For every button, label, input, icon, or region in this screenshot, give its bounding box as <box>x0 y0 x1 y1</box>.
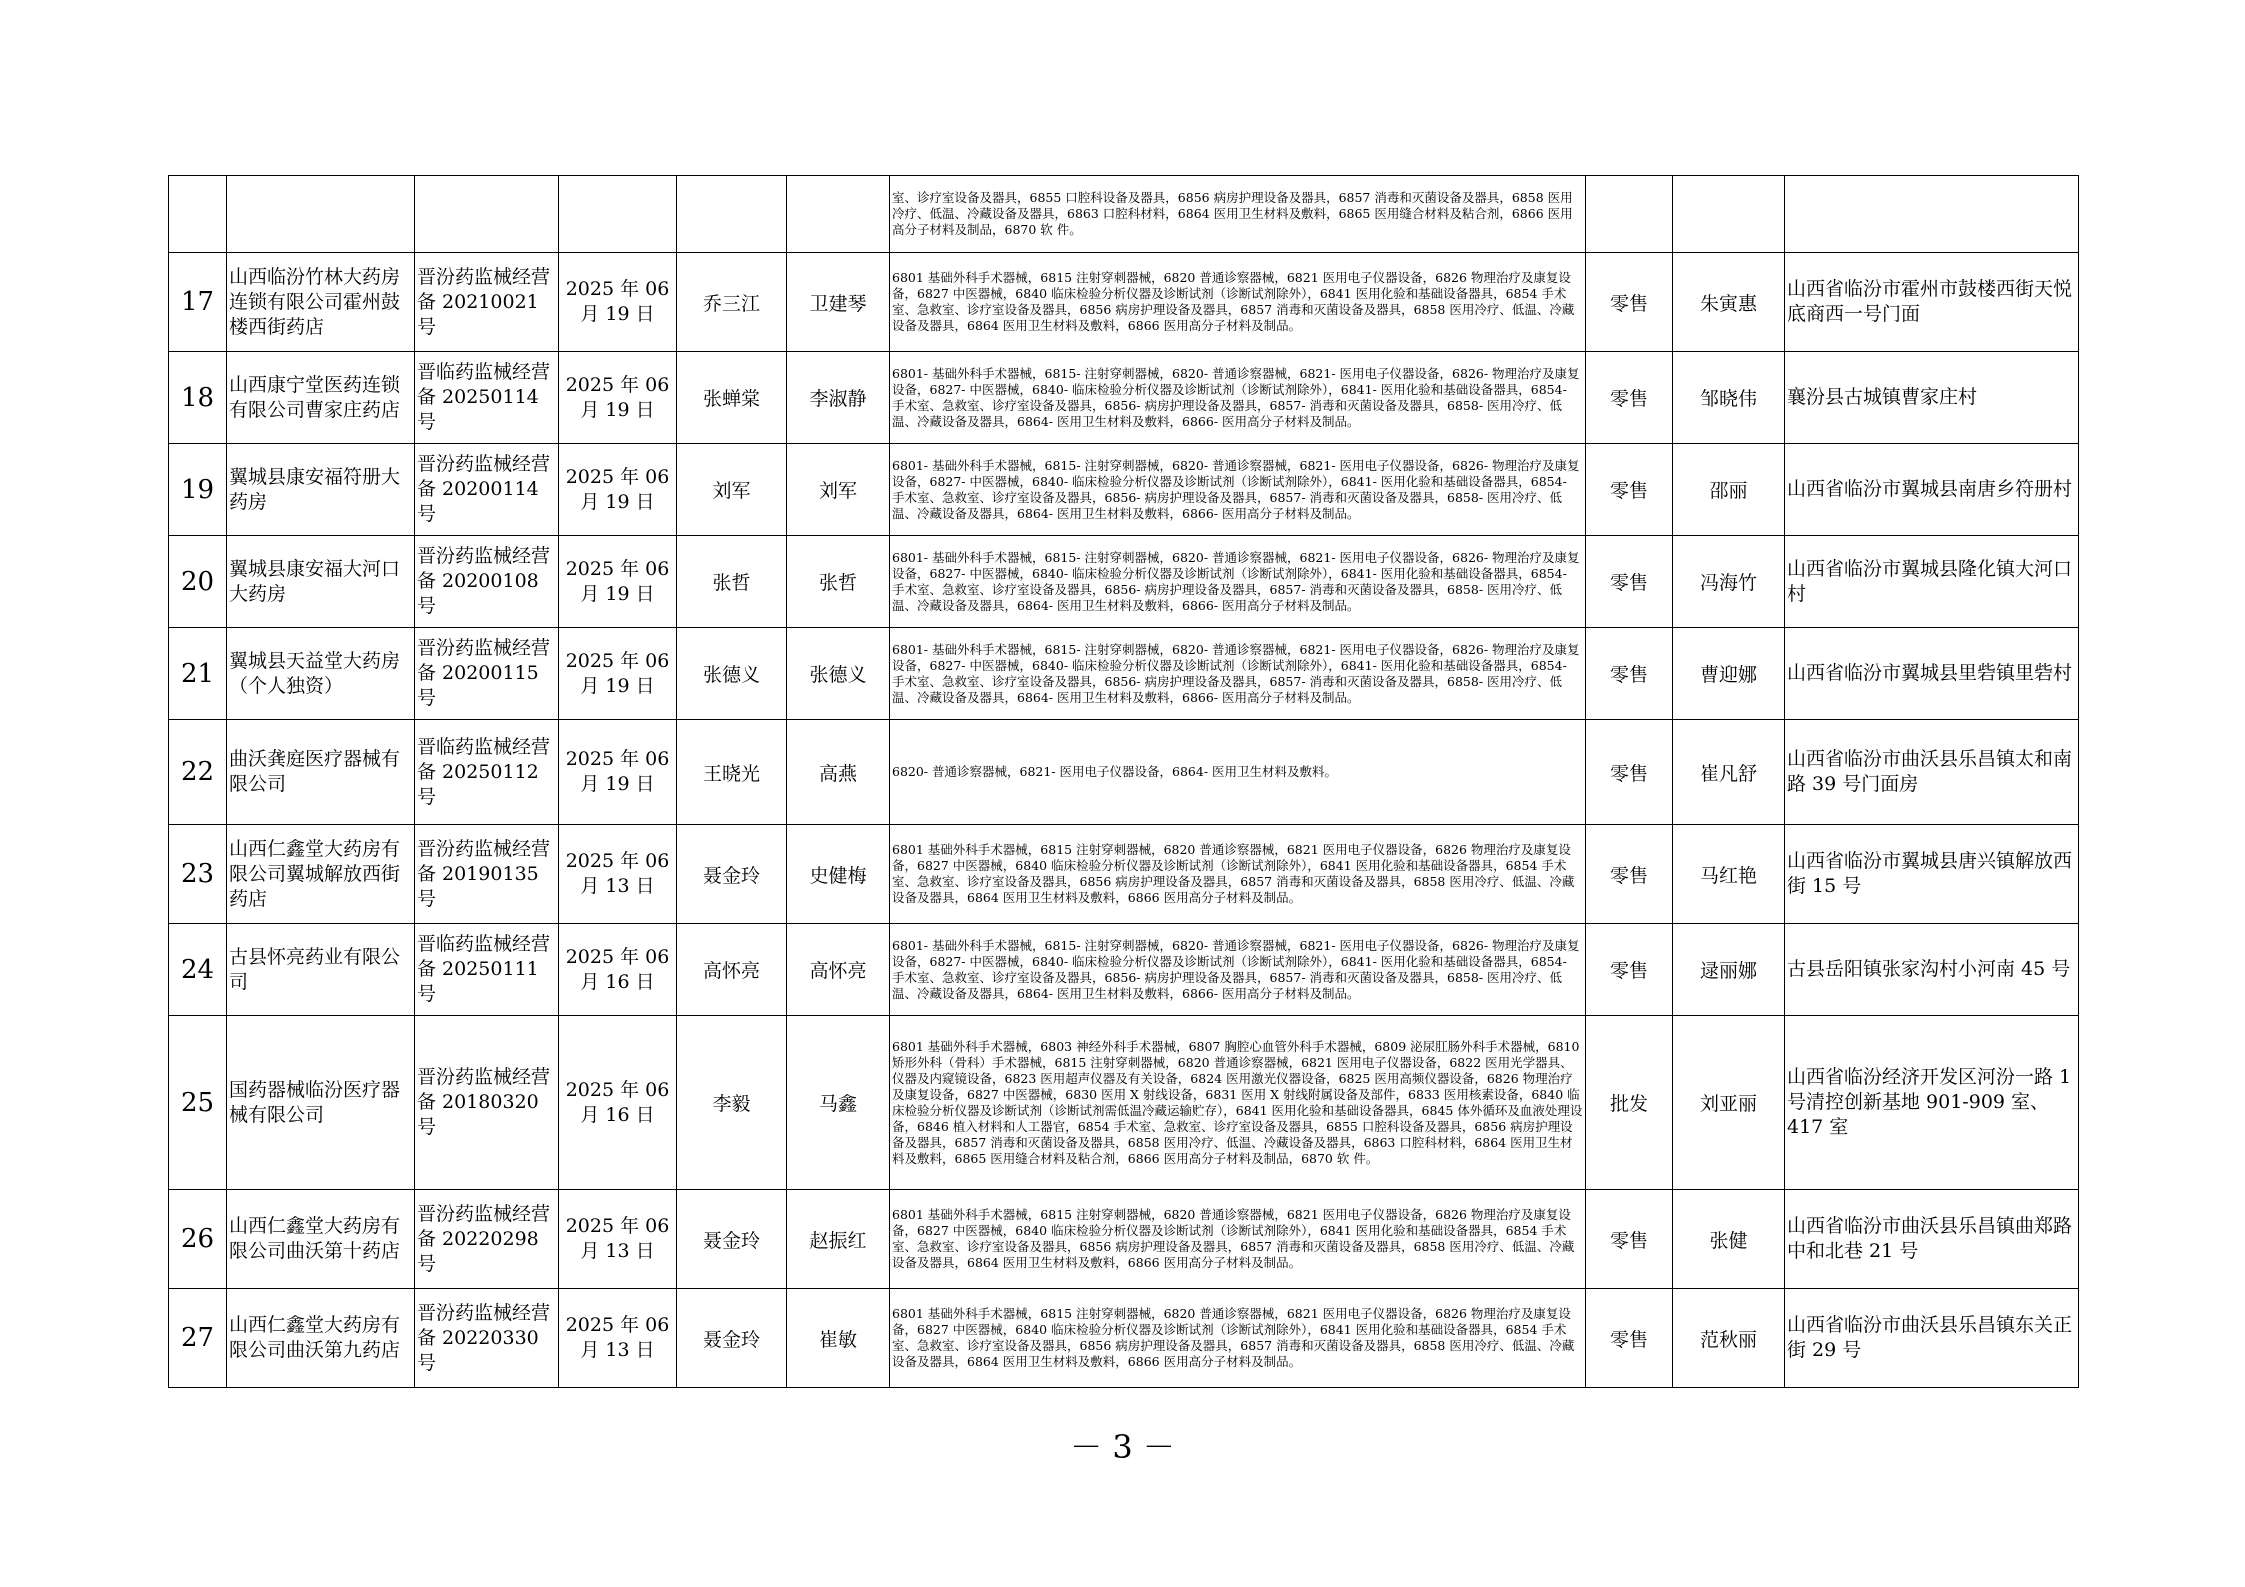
business-mode-cell: 零售 <box>1586 536 1673 628</box>
legal-representative-cell: 张德义 <box>677 628 787 720</box>
license-number-cell: 晋汾药监械经营备 20220298 号 <box>415 1190 559 1289</box>
table-row <box>169 1289 2079 1388</box>
filing-date-cell: 2025 年 06 月 19 日 <box>559 444 677 536</box>
table-row <box>169 825 2079 924</box>
filing-date-cell: 2025 年 06 月 16 日 <box>559 924 677 1016</box>
company-name-cell: 曲沃龚庭医疗器械有限公司 <box>227 720 415 825</box>
table-row <box>169 720 2079 825</box>
legal-representative-cell: 聂金玲 <box>677 1190 787 1289</box>
legal-representative-cell: 李毅 <box>677 1016 787 1190</box>
legal-representative-cell: 乔三江 <box>677 253 787 352</box>
business-address-cell: 山西省临汾市曲沃县乐昌镇太和南路 39 号门面房 <box>1785 720 2079 825</box>
filing-date-cell: 2025 年 06 月 19 日 <box>559 536 677 628</box>
page-number: － 3 － <box>1070 1428 1175 1466</box>
business-address-cell: 山西省临汾市霍州市鼓楼西街天悦底商西一号门面 <box>1785 253 2079 352</box>
business-mode-cell: 零售 <box>1586 253 1673 352</box>
filing-date-cell: 2025 年 06 月 19 日 <box>559 352 677 444</box>
business-leader-cell: 卫建琴 <box>787 253 890 352</box>
legal-representative-cell: 聂金玲 <box>677 825 787 924</box>
business-address-cell: 山西省临汾市翼城县里砦镇里砦村 <box>1785 628 2079 720</box>
business-mode-cell: 零售 <box>1586 720 1673 825</box>
row-number-cell: 24 <box>169 924 227 1016</box>
filing-date-cell: 2025 年 06 月 13 日 <box>559 1289 677 1388</box>
license-number-cell: 晋临药监械经营备 20250112 号 <box>415 720 559 825</box>
business-leader-cell: 崔敏 <box>787 1289 890 1388</box>
business-leader-cell: 李淑静 <box>787 352 890 444</box>
business-scope-cell: 6801 基础外科手术器械，6815 注射穿刺器械，6820 普通诊察器械，6821 医用电子仪器设备，6826 物理治疗及康复设备，6827 中医器械，6840 临床检验分析仪器及诊断试剂（诊断试剂除外），6841 医用化验和基础设备器具，6854 手术室、急救室、诊疗室设备及器具，6856 病房护理设备及器具，6857 消毒和灭菌设备及器具，6858 医用冷疗、低温、冷藏设备及器具，6864 医用卫生材料及敷料，6866 医用高分子材料及制品。 <box>890 825 1586 924</box>
business-scope-cell: 6801- 基础外科手术器械，6815- 注射穿刺器械，6820- 普通诊察器械，6821- 医用电子仪器设备，6826- 物理治疗及康复设备，6827- 中医器械，6840- 临床检验分析仪器及诊断试剂（诊断试剂除外），6841- 医用化验和基础设备器具，6854- 手术室、急救室、诊疗室设备及器具，6856- 病房护理设备及器具，6857- 消毒和灭菌设备及器具，6858- 医用冷疗、低温、冷藏设备及器具，6864- 医用卫生材料及敷料，6866- 医用高分子材料及制品。 <box>890 628 1586 720</box>
legal-representative-cell: 张蝉棠 <box>677 352 787 444</box>
business-address-cell: 山西省临汾市曲沃县乐昌镇曲郑路中和北巷 21 号 <box>1785 1190 2079 1289</box>
row-number-cell: 21 <box>169 628 227 720</box>
license-number-cell: 晋汾药监械经营备 20200114 号 <box>415 444 559 536</box>
business-scope-cell: 6801 基础外科手术器械，6815 注射穿刺器械，6820 普通诊察器械，6821 医用电子仪器设备，6826 物理治疗及康复设备，6827 中医器械，6840 临床检验分析仪器及诊断试剂（诊断试剂除外），6841 医用化验和基础设备器具，6854 手术室、急救室、诊疗室设备及器具，6856 病房护理设备及器具，6857 消毒和灭菌设备及器具，6858 医用冷疗、低温、冷藏设备及器具，6864 医用卫生材料及敷料，6866 医用高分子材料及制品。 <box>890 1289 1586 1388</box>
license-number-cell <box>415 176 559 253</box>
table-row <box>169 253 2079 352</box>
business-mode-cell: 零售 <box>1586 1289 1673 1388</box>
business-mode-cell: 零售 <box>1586 628 1673 720</box>
business-leader-cell: 史健梅 <box>787 825 890 924</box>
company-name-cell: 山西仁鑫堂大药房有限公司曲沃第九药店 <box>227 1289 415 1388</box>
filing-date-cell: 2025 年 06 月 19 日 <box>559 720 677 825</box>
row-number-cell: 22 <box>169 720 227 825</box>
legal-representative-cell: 聂金玲 <box>677 1289 787 1388</box>
table-row <box>169 628 2079 720</box>
table-row <box>169 1190 2079 1289</box>
row-number-cell: 18 <box>169 352 227 444</box>
business-leader-cell: 赵振红 <box>787 1190 890 1289</box>
row-number-cell: 25 <box>169 1016 227 1190</box>
table-row <box>169 924 2079 1016</box>
business-scope-cell: 6801 基础外科手术器械，6815 注射穿刺器械，6820 普通诊察器械，6821 医用电子仪器设备，6826 物理治疗及康复设备，6827 中医器械，6840 临床检验分析仪器及诊断试剂（诊断试剂除外），6841 医用化验和基础设备器具，6854 手术室、急救室、诊疗室设备及器具，6856 病房护理设备及器具，6857 消毒和灭菌设备及器具，6858 医用冷疗、低温、冷藏设备及器具，6864 医用卫生材料及敷料，6866 医用高分子材料及制品。 <box>890 253 1586 352</box>
table-row <box>169 444 2079 536</box>
quality-manager-cell: 邹晓伟 <box>1673 352 1785 444</box>
quality-manager-cell: 邵丽 <box>1673 444 1785 536</box>
business-mode-cell: 批发 <box>1586 1016 1673 1190</box>
quality-manager-cell: 马红艳 <box>1673 825 1785 924</box>
filing-date-cell <box>559 176 677 253</box>
business-scope-cell: 6801 基础外科手术器械，6815 注射穿刺器械，6820 普通诊察器械，6821 医用电子仪器设备，6826 物理治疗及康复设备，6827 中医器械，6840 临床检验分析仪器及诊断试剂（诊断试剂除外），6841 医用化验和基础设备器具，6854 手术室、急救室、诊疗室设备及器具，6856 病房护理设备及器具，6857 消毒和灭菌设备及器具，6858 医用冷疗、低温、冷藏设备及器具，6864 医用卫生材料及敷料，6866 医用高分子材料及制品。 <box>890 1190 1586 1289</box>
business-leader-cell: 刘军 <box>787 444 890 536</box>
table-body <box>169 176 2079 1388</box>
table-row <box>169 176 2079 253</box>
filing-date-cell: 2025 年 06 月 19 日 <box>559 253 677 352</box>
business-mode-cell: 零售 <box>1586 924 1673 1016</box>
business-address-cell: 襄汾县古城镇曹家庄村 <box>1785 352 2079 444</box>
business-leader-cell <box>787 176 890 253</box>
quality-manager-cell: 逯丽娜 <box>1673 924 1785 1016</box>
quality-manager-cell: 崔凡舒 <box>1673 720 1785 825</box>
legal-representative-cell: 高怀亮 <box>677 924 787 1016</box>
license-number-cell: 晋临药监械经营备 20250111 号 <box>415 924 559 1016</box>
company-name-cell: 翼城县康安福大河口大药房 <box>227 536 415 628</box>
quality-manager-cell <box>1673 176 1785 253</box>
business-mode-cell: 零售 <box>1586 444 1673 536</box>
business-mode-cell <box>1586 176 1673 253</box>
business-leader-cell: 高怀亮 <box>787 924 890 1016</box>
license-number-cell: 晋汾药监械经营备 20220330 号 <box>415 1289 559 1388</box>
license-number-cell: 晋汾药监械经营备 20210021 号 <box>415 253 559 352</box>
business-mode-cell: 零售 <box>1586 825 1673 924</box>
business-address-cell: 山西省临汾市翼城县隆化镇大河口村 <box>1785 536 2079 628</box>
license-number-cell: 晋汾药监械经营备 20190135 号 <box>415 825 559 924</box>
license-number-cell: 晋汾药监械经营备 20200108 号 <box>415 536 559 628</box>
legal-representative-cell: 刘军 <box>677 444 787 536</box>
company-name-cell: 山西临汾竹林大药房连锁有限公司霍州鼓楼西街药店 <box>227 253 415 352</box>
business-address-cell: 山西省临汾市曲沃县乐昌镇东关正街 29 号 <box>1785 1289 2079 1388</box>
row-number-cell <box>169 176 227 253</box>
business-scope-cell: 室、诊疗室设备及器具，6855 口腔科设备及器具，6856 病房护理设备及器具，6857 消毒和灭菌设备及器具，6858 医用冷疗、低温、冷藏设备及器具，6863 口腔科材料，6864 医用卫生材料及敷料，6865 医用缝合材料及粘合剂，6866 医用高分子材料及制品，6870 软 件。 <box>890 176 1586 253</box>
business-mode-cell: 零售 <box>1586 1190 1673 1289</box>
business-address-cell: 山西省临汾经济开发区河汾一路 1 号清控创新基地 901-909 室、417 室 <box>1785 1016 2079 1190</box>
business-mode-cell: 零售 <box>1586 352 1673 444</box>
license-number-cell: 晋临药监械经营备 20250114 号 <box>415 352 559 444</box>
legal-representative-cell: 张哲 <box>677 536 787 628</box>
license-number-cell: 晋汾药监械经营备 20180320 号 <box>415 1016 559 1190</box>
company-name-cell: 翼城县康安福符册大药房 <box>227 444 415 536</box>
business-leader-cell: 张德义 <box>787 628 890 720</box>
business-leader-cell: 张哲 <box>787 536 890 628</box>
row-number-cell: 17 <box>169 253 227 352</box>
row-number-cell: 20 <box>169 536 227 628</box>
quality-manager-cell: 冯海竹 <box>1673 536 1785 628</box>
filing-date-cell: 2025 年 06 月 13 日 <box>559 1190 677 1289</box>
business-leader-cell: 高燕 <box>787 720 890 825</box>
row-number-cell: 19 <box>169 444 227 536</box>
quality-manager-cell: 曹迎娜 <box>1673 628 1785 720</box>
table-row <box>169 536 2079 628</box>
registration-table <box>168 175 2079 1388</box>
filing-date-cell: 2025 年 06 月 19 日 <box>559 628 677 720</box>
company-name-cell: 山西仁鑫堂大药房有限公司曲沃第十药店 <box>227 1190 415 1289</box>
filing-date-cell: 2025 年 06 月 13 日 <box>559 825 677 924</box>
business-scope-cell: 6801- 基础外科手术器械，6815- 注射穿刺器械，6820- 普通诊察器械，6821- 医用电子仪器设备，6826- 物理治疗及康复设备，6827- 中医器械，6840- 临床检验分析仪器及诊断试剂（诊断试剂除外），6841- 医用化验和基础设备器具，6854- 手术室、急救室、诊疗室设备及器具，6856- 病房护理设备及器具，6857- 消毒和灭菌设备及器具，6858- 医用冷疗、低温、冷藏设备及器具，6864- 医用卫生材料及敷料，6866- 医用高分子材料及制品。 <box>890 924 1586 1016</box>
company-name-cell: 古县怀亮药业有限公司 <box>227 924 415 1016</box>
business-address-cell <box>1785 176 2079 253</box>
license-number-cell: 晋汾药监械经营备 20200115 号 <box>415 628 559 720</box>
business-scope-cell: 6801- 基础外科手术器械，6815- 注射穿刺器械，6820- 普通诊察器械，6821- 医用电子仪器设备，6826- 物理治疗及康复设备，6827- 中医器械，6840- 临床检验分析仪器及诊断试剂（诊断试剂除外），6841- 医用化验和基础设备器具，6854- 手术室、急救室、诊疗室设备及器具，6856- 病房护理设备及器具，6857- 消毒和灭菌设备及器具，6858- 医用冷疗、低温、冷藏设备及器具，6864- 医用卫生材料及敷料，6866- 医用高分子材料及制品。 <box>890 352 1586 444</box>
company-name-cell: 国药器械临汾医疗器械有限公司 <box>227 1016 415 1190</box>
table-row <box>169 1016 2079 1190</box>
business-address-cell: 古县岳阳镇张家沟村小河南 45 号 <box>1785 924 2079 1016</box>
company-name-cell: 山西康宁堂医药连锁有限公司曹家庄药店 <box>227 352 415 444</box>
legal-representative-cell <box>677 176 787 253</box>
filing-date-cell: 2025 年 06 月 16 日 <box>559 1016 677 1190</box>
quality-manager-cell: 范秋丽 <box>1673 1289 1785 1388</box>
business-scope-cell: 6801- 基础外科手术器械，6815- 注射穿刺器械，6820- 普通诊察器械，6821- 医用电子仪器设备，6826- 物理治疗及康复设备，6827- 中医器械，6840- 临床检验分析仪器及诊断试剂（诊断试剂除外），6841- 医用化验和基础设备器具，6854- 手术室、急救室、诊疗室设备及器具，6856- 病房护理设备及器具，6857- 消毒和灭菌设备及器具，6858- 医用冷疗、低温、冷藏设备及器具，6864- 医用卫生材料及敷料，6866- 医用高分子材料及制品。 <box>890 444 1586 536</box>
row-number-cell: 27 <box>169 1289 227 1388</box>
company-name-cell <box>227 176 415 253</box>
quality-manager-cell: 朱寅惠 <box>1673 253 1785 352</box>
row-number-cell: 26 <box>169 1190 227 1289</box>
row-number-cell: 23 <box>169 825 227 924</box>
quality-manager-cell: 刘亚丽 <box>1673 1016 1785 1190</box>
company-name-cell: 山西仁鑫堂大药房有限公司翼城解放西街药店 <box>227 825 415 924</box>
table-row <box>169 352 2079 444</box>
quality-manager-cell: 张健 <box>1673 1190 1785 1289</box>
business-scope-cell: 6801 基础外科手术器械，6803 神经外科手术器械，6807 胸腔心血管外科手术器械，6809 泌尿肛肠外科手术器械，6810 矫形外科（骨科）手术器械，6815 注射穿刺器械，6820 普通诊察器械，6821 医用电子仪器设备，6822 医用光学器具、仪器及内窥镜设备，6823 医用超声仪器及有关设备，6824 医用激光仪器设备，6825 医用高频仪器设备，6826 物理治疗及康复设备，6827 中医器械，6830 医用 X 射线设备，6831 医用 X 射线附属设备及部件，6833 医用核素设备，6840 临床检验分析仪器及诊断试剂（诊断试剂需低温冷藏运输贮存），6841 医用化验和基础设备器具，6845 体外循环及血液处理设备，6846 植入材料和人工器官，6854 手术室、急救室、诊疗室设备及器具，6855 口腔科设备及器具，6856 病房护理设备及器具，6857 消毒和灭菌设备及器具，6858 医用冷疗、低温、冷藏设备及器具，6863 口腔科材料，6864 医用卫生材料及敷料，6865 医用缝合材料及粘合剂，6866 医用高分子材料及制品，6870 软 件。 <box>890 1016 1586 1190</box>
business-address-cell: 山西省临汾市翼城县唐兴镇解放西街 15 号 <box>1785 825 2079 924</box>
business-address-cell: 山西省临汾市翼城县南唐乡符册村 <box>1785 444 2079 536</box>
company-name-cell: 翼城县天益堂大药房（个人独资） <box>227 628 415 720</box>
legal-representative-cell: 王晓光 <box>677 720 787 825</box>
business-scope-cell: 6820- 普通诊察器械，6821- 医用电子仪器设备，6864- 医用卫生材料及敷料。 <box>890 720 1586 825</box>
business-leader-cell: 马鑫 <box>787 1016 890 1190</box>
business-scope-cell: 6801- 基础外科手术器械，6815- 注射穿刺器械，6820- 普通诊察器械，6821- 医用电子仪器设备，6826- 物理治疗及康复设备，6827- 中医器械，6840- 临床检验分析仪器及诊断试剂（诊断试剂除外），6841- 医用化验和基础设备器具，6854- 手术室、急救室、诊疗室设备及器具，6856- 病房护理设备及器具，6857- 消毒和灭菌设备及器具，6858- 医用冷疗、低温、冷藏设备及器具，6864- 医用卫生材料及敷料，6866- 医用高分子材料及制品。 <box>890 536 1586 628</box>
